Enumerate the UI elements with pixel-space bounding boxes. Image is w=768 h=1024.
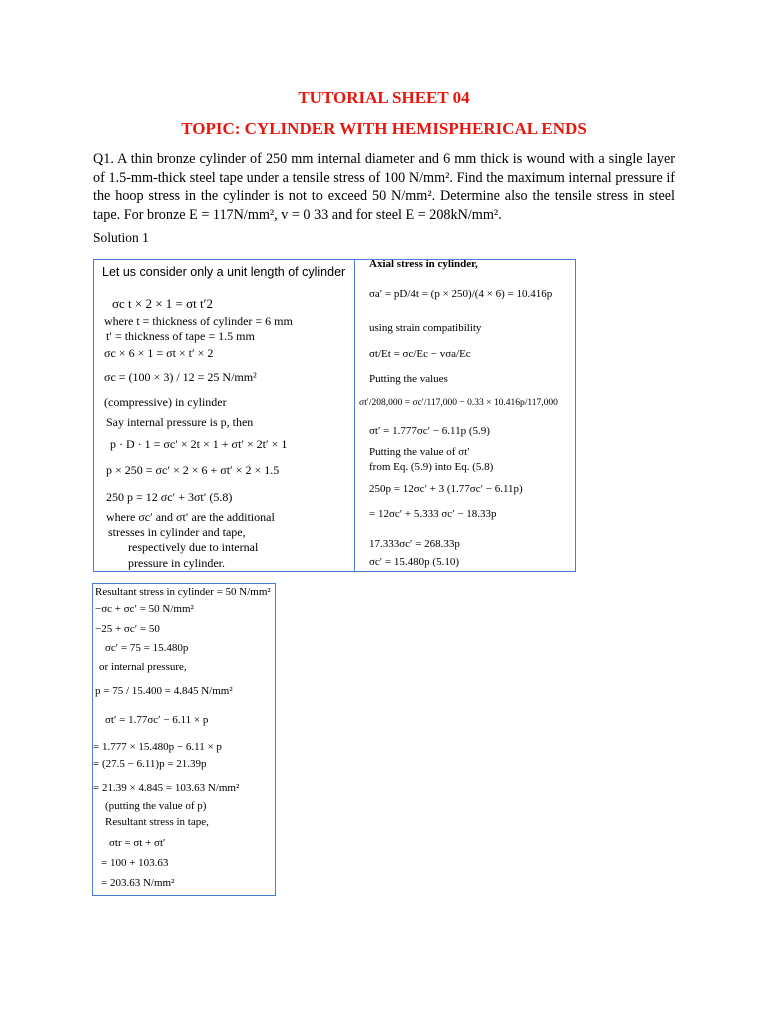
box1-line: p × 250 = σc′ × 2 × 6 + σt′ × 2 × 1.5 (106, 463, 280, 477)
box1-header: Let us consider only a unit length of cylinder (102, 265, 346, 279)
solution-image-part-2 (354, 259, 576, 572)
box3-line: Resultant stress in tape, (105, 816, 209, 828)
box3-line: −σc + σc′ = 50 N/mm² (95, 603, 194, 615)
box2-line: = 12σc′ + 5.333 σc′ − 18.33p (369, 508, 497, 520)
box3-line: = 21.39 × 4.845 = 103.63 N/mm² (93, 782, 240, 794)
box3-line: = (27.5 − 6.11)p = 21.39p (93, 758, 207, 770)
box2-line: from Eq. (5.9) into Eq. (5.8) (369, 461, 494, 473)
box3-line: or internal pressure, (99, 661, 187, 673)
box1-line: 250 p = 12 σc′ + 3σt′ (5.8) (106, 490, 233, 504)
box2-line: σt′ = 1.777σc′ − 6.11p (5.9) (369, 425, 490, 437)
box1-line: σc × 6 × 1 = σt × t′ × 2 (104, 346, 214, 360)
box3-line: σc′ = 75 = 15.480p (105, 642, 189, 654)
box2-line: 17.333σc′ = 268.33p (369, 538, 460, 550)
topic-heading: TOPIC: CYLINDER WITH HEMISPHERICAL ENDS (181, 119, 587, 138)
box1-line: σc = (100 × 3) / 12 = 25 N/mm² (104, 370, 257, 384)
box1-line: where t = thickness of cylinder = 6 mm (104, 314, 293, 328)
box1-line: where σc′ and σt′ are the additional (106, 510, 275, 524)
box2-line: Putting the value of σt′ (369, 446, 470, 458)
box1-line: (compressive) in cylinder (104, 395, 227, 409)
box1-line: p · D · 1 = σc′ × 2t × 1 + σt′ × 2t′ × 1 (110, 437, 288, 451)
box3-line: = 100 + 103.63 (101, 857, 169, 869)
box3-line: p = 75 / 15.400 = 4.845 N/mm² (95, 685, 233, 697)
box2-line: Putting the values (369, 373, 448, 385)
solution-label: Solution 1 (93, 230, 149, 245)
box1-line: pressure in cylinder. (128, 556, 225, 570)
box2-line: 250p = 12σc′ + 3 (1.77σc′ − 6.11p) (369, 483, 523, 495)
box3-line: Resultant stress in cylinder = 50 N/mm² (95, 586, 271, 598)
box3-line: σtr = σt + σt′ (109, 837, 166, 849)
question-text: Q1. A thin bronze cylinder of 250 mm internal diameter and 6 mm thick is wound with a single layer of 1.5-mm-thick steel tape under a tensile stress of 100 N/mm². Find the maximum internal pressure if the hoop stress in the cylinder is not to exceed 50 N/mm². Determine also the tensile stress in steel tape. For bronze E = 117N/mm², v = 0 33 and for steel E = 208kN/mm². (93, 151, 675, 223)
box2-line: σt′/208,000 = σc′/117,000 − 0.33 × 10.416p/117,000 (359, 398, 558, 408)
box1-line: Say internal pressure is p, then (106, 415, 254, 429)
box3-line: (putting the value of p) (105, 800, 207, 812)
box2-line: Axial stress in cylinder, (369, 259, 478, 270)
box2-line: σt/Et = σc/Ec − vσa/Ec (369, 348, 471, 360)
box3-line: −25 + σc′ = 50 (95, 623, 160, 635)
box3-line: σt′ = 1.77σc′ − 6.11 × p (105, 714, 209, 726)
box3-line: = 1.777 × 15.480p − 6.11 × p (93, 741, 222, 753)
box1-line: respectively due to internal (128, 540, 259, 554)
box1-line: σc t × 2 × 1 = σt t′2 (112, 296, 213, 311)
box2-line: using strain compatibility (369, 322, 482, 334)
sheet-title: TUTORIAL SHEET 04 (298, 88, 470, 107)
box2-line: σa′ = pD/4t = (p × 250)/(4 × 6) = 10.416p (369, 288, 553, 300)
box1-line: t′ = thickness of tape = 1.5 mm (106, 329, 255, 343)
solution-image-part-3 (92, 583, 276, 896)
box2-line: σc′ = 15.480p (5.10) (369, 556, 459, 568)
box3-line: = 203.63 N/mm² (101, 877, 175, 889)
box1-line: stresses in cylinder and tape, (108, 525, 246, 539)
solution-image-part-1 (93, 259, 355, 572)
